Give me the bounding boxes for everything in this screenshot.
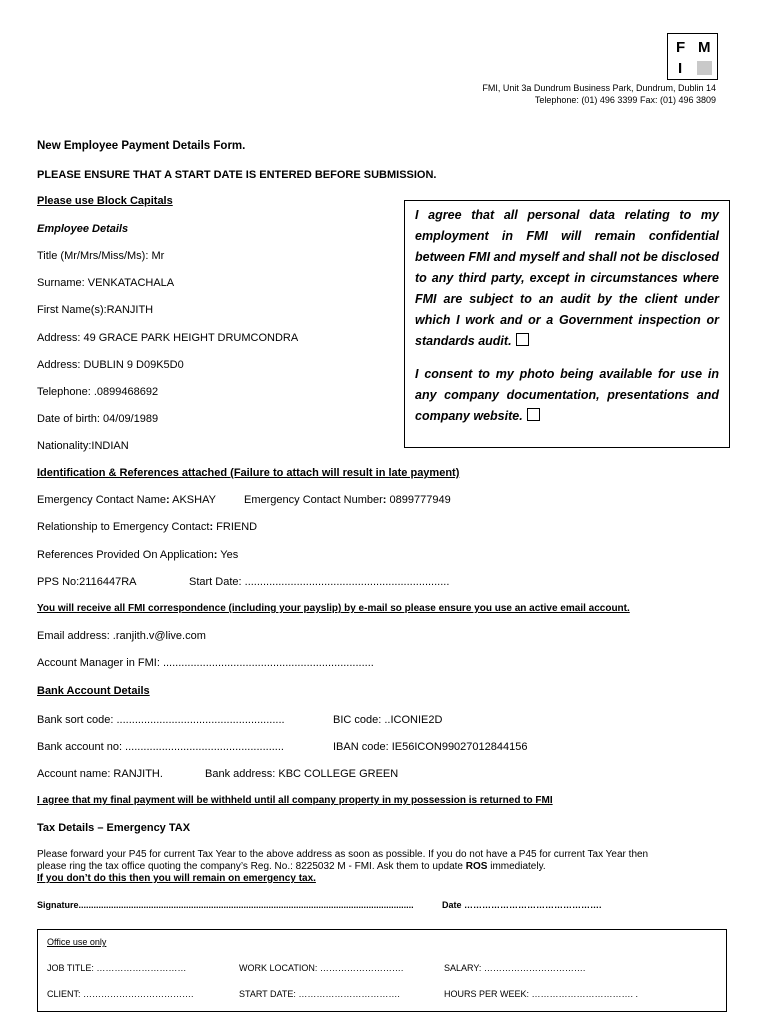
data-consent-checkbox[interactable] — [516, 333, 529, 346]
email-notice: You will receive all FMI correspondence (including your payslip) by e-mail so please ensure you use an active email account. — [37, 603, 630, 614]
office-salary: SALARY: ……………………………. — [444, 963, 586, 973]
first-name-field: First Name(s):RANJITH — [37, 304, 154, 316]
references-heading: Identification & References attached (Failure to attach will result in late payment) — [37, 467, 460, 479]
logo-letter-f: F — [676, 39, 686, 56]
account-manager-field: Account Manager in FMI: ..................................................................... — [37, 657, 374, 669]
tax-instructions-line-1: Please forward your P45 for current Tax Year to the above address as soon as possible. If you do not have a P45 for current Tax Year then — [37, 849, 649, 860]
tax-line-2-ros: ROS — [465, 861, 488, 872]
office-hours-per-week: HOURS PER WEEK: ……………………………. . — [444, 989, 639, 999]
employee-details-heading: Employee Details — [37, 223, 129, 235]
form-title: New Employee Payment Details Form. — [37, 140, 246, 152]
office-use-box — [37, 929, 727, 1012]
start-date-field: Start Date: ................................................................... — [189, 576, 450, 588]
emergency-number-value: 0899777949 — [386, 494, 451, 506]
nationality-field: Nationality:INDIAN — [37, 440, 129, 452]
office-job-title: JOB TITLE: ………………………… — [47, 963, 187, 973]
pps-field: PPS No:2116447RA — [37, 576, 137, 588]
final-payment-notice: I agree that my final payment will be withheld until all company property in my possession is returned to FMI — [37, 795, 553, 806]
block-capitals-note: Please use Block Capitals — [37, 195, 173, 207]
data-consent-paragraph — [415, 205, 719, 352]
consent-box — [404, 200, 730, 448]
office-use-heading: Office use only — [47, 937, 107, 947]
tax-instructions-line-2 — [37, 861, 546, 872]
bic-field: BIC code: ..ICONIE2D — [333, 714, 443, 726]
dob-field: Date of birth: 04/09/1989 — [37, 413, 159, 425]
address-line-1: Address: 49 GRACE PARK HEIGHT DRUMCONDRA — [37, 332, 299, 344]
telephone-field: Telephone: .0899468692 — [37, 386, 159, 398]
emergency-number-label: Emergency Contact Number — [244, 494, 383, 506]
tax-heading: Tax Details – Emergency TAX — [37, 822, 191, 834]
surname-field: Surname: VENKATACHALA — [37, 277, 175, 289]
emergency-name-label: Emergency Contact Name — [37, 494, 166, 506]
address-line-2: Address: DUBLIN 9 D09K5D0 — [37, 359, 184, 371]
photo-consent-paragraph — [415, 364, 719, 427]
tax-line-2-prefix: please ring the tax office quoting the company’s Reg. No.: 8225032 M - FMI. Ask them to update — [37, 861, 466, 872]
tax-line-2-suffix: immediately. — [487, 861, 546, 872]
iban-field: IBAN code: IE56ICON99027012844156 — [333, 741, 528, 753]
logo-letter-i: I — [678, 60, 683, 77]
logo-square — [697, 61, 712, 75]
logo-letter-m: M — [698, 39, 711, 56]
bank-heading: Bank Account Details — [37, 685, 150, 697]
photo-consent-text: I consent to my photo being available for use in any company documentation, presentations and company website. — [415, 367, 719, 423]
title-field: Title (Mr/Mrs/Miss/Ms): Mr — [37, 250, 165, 262]
office-start-date: START DATE: ……………………………. — [239, 989, 400, 999]
office-work-location: WORK LOCATION: ………………………. — [239, 963, 404, 973]
sort-code-field: Bank sort code: ....................................................... — [37, 714, 285, 726]
emergency-contact-name: Emergency Contact Name: AKSHAY — [37, 494, 216, 506]
references-label: References Provided On Application — [37, 549, 214, 561]
emergency-tax-warning: If you don’t do this then you will remain on emergency tax. — [37, 873, 316, 884]
relationship-field: Relationship to Emergency Contact: FRIEND — [37, 521, 258, 533]
bank-address-field: Bank address: KBC COLLEGE GREEN — [205, 768, 399, 780]
email-field: Email address: .ranjith.v@live.com — [37, 630, 206, 642]
company-address: FMI, Unit 3a Dundrum Business Park, Dundrum, Dublin 14 — [482, 83, 716, 93]
account-no-field: Bank account no: .................................................... — [37, 741, 284, 753]
references-field: References Provided On Application: Yes — [37, 549, 239, 561]
signature-line: Signature...................................................................................................................................... — [37, 900, 414, 910]
emergency-contact-number: Emergency Contact Number: 0899777949 — [244, 494, 451, 506]
data-consent-text: I agree that all personal data relating to my employment in FMI will remain confidential between FMI and myself and shall not be disclosed to any third party, except in circumstances where FMI are subject to an audit by the client under which I work and or a Government inspection or standards audit. — [415, 208, 719, 348]
relationship-value: FRIEND — [213, 521, 258, 533]
fmi-logo — [667, 33, 718, 80]
office-client: CLIENT: ………………………………. — [47, 989, 194, 999]
company-phone: Telephone: (01) 496 3399 Fax: (01) 496 3809 — [534, 95, 716, 105]
signature-date: Date ………………………………………. — [442, 900, 602, 910]
account-name-field: Account name: RANJITH. — [37, 768, 163, 780]
photo-consent-checkbox[interactable] — [527, 408, 540, 421]
references-value: Yes — [217, 549, 239, 561]
relationship-label: Relationship to Emergency Contact — [37, 521, 210, 533]
start-date-warning: PLEASE ENSURE THAT A START DATE IS ENTERED BEFORE SUBMISSION. — [37, 169, 437, 181]
emergency-name-value: AKSHAY — [169, 494, 216, 506]
